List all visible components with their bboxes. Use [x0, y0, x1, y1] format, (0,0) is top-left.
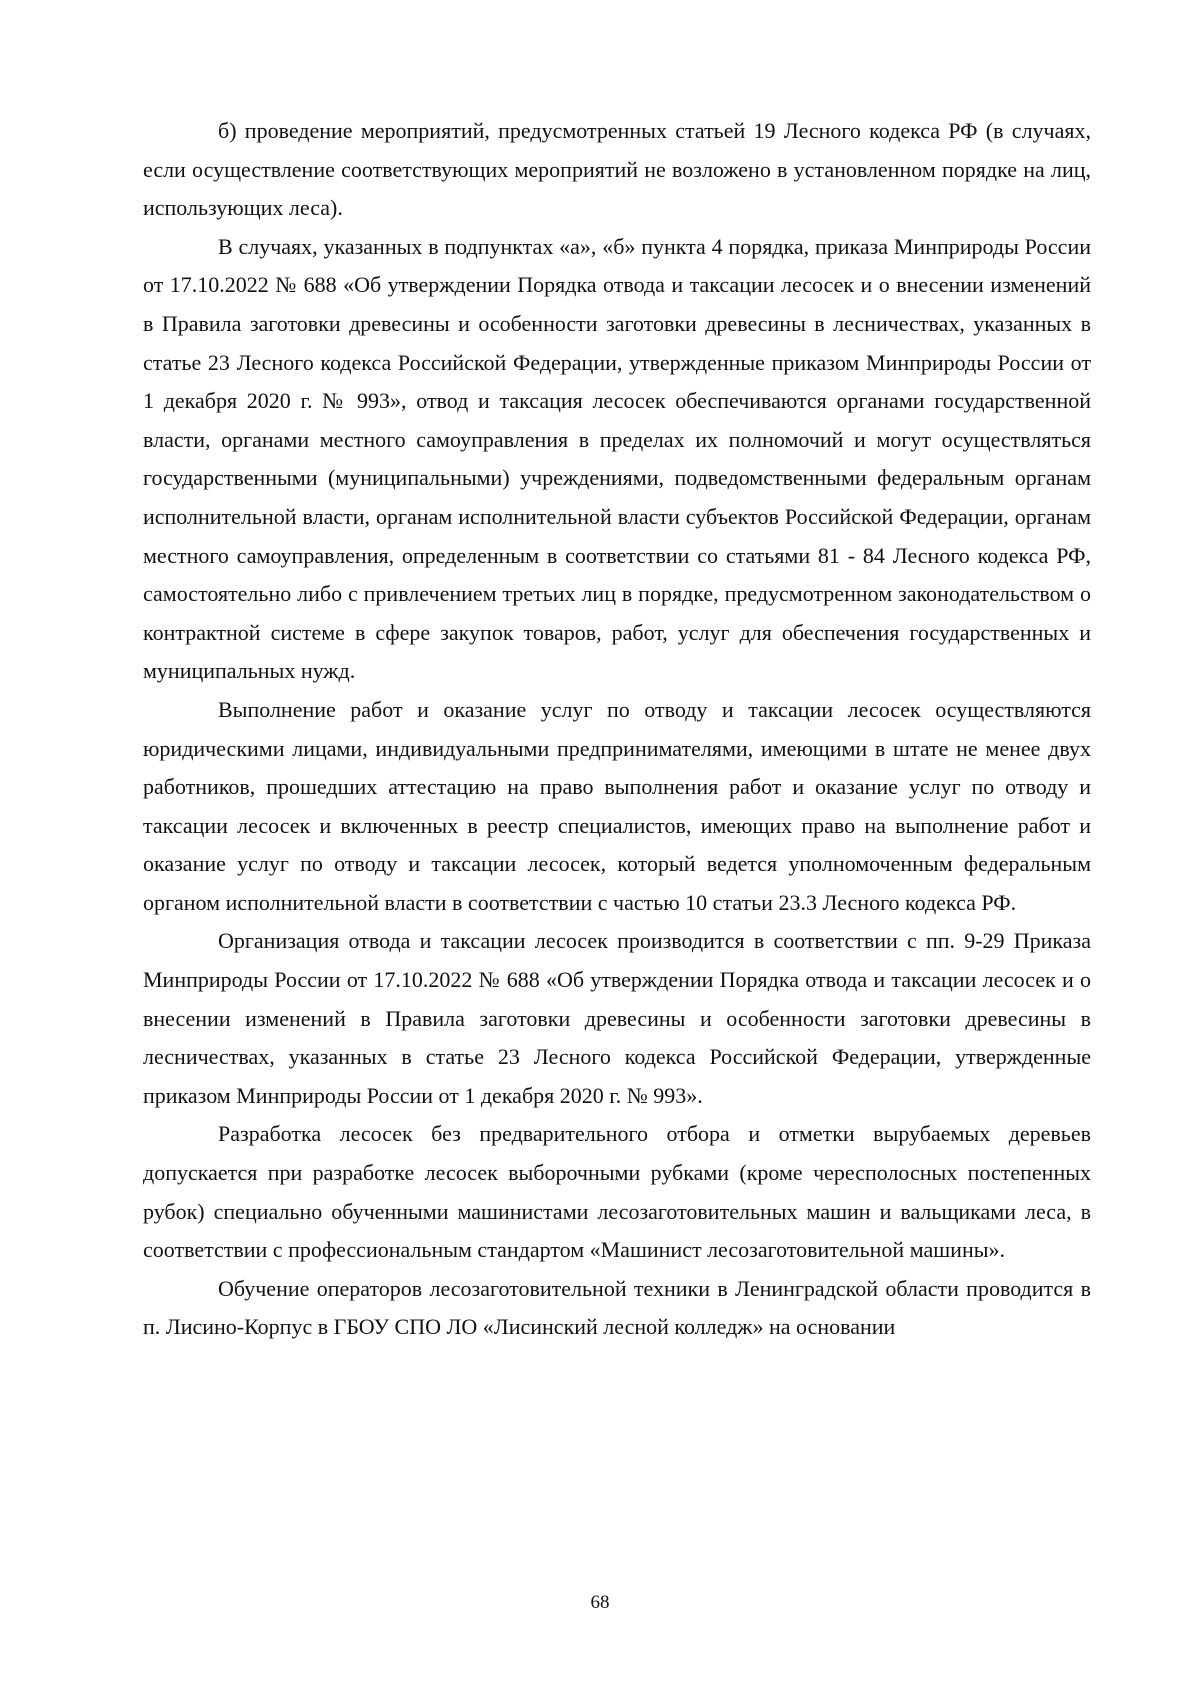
paragraph-3: Выполнение работ и оказание услуг по отводу и таксации лесосек осуществляются юридическими лицами, индивидуальными предпринимателями, имеющими в штате не менее двух работников, прошедших аттестацию на право выполнения работ и оказание услуг по отводу и таксации лесосек и включенных в реестр специалистов, имеющих право на выполнение работ и оказание услуг по отводу и таксации лесосек, который ведется уполномоченным федеральным органом исполнительной власти в соответствии с частью 10 статьи 23.3 Лесного кодекса РФ.	[143, 696, 1091, 915]
body-text	[143, 112, 1091, 1347]
paragraph-6: Обучение операторов лесозаготовительной техники в Ленинградской области проводится в п. Лисино-Корпус в ГБОУ СПО ЛО «Лисинский лесной колледж» на основании	[143, 1275, 1091, 1340]
page-number: 68	[590, 1592, 610, 1613]
paragraph-5: Разработка лесосек без предварительного отбора и отметки вырубаемых деревьев допускается при разработке лесосек выборочными рубками (кроме чересполосных постепенных рубок) специально обученными машинистами лесозаготовительных машин и вальщиками леса, в соответствии с профессиональным стандартом «Машинист лесозаготовительной машины».	[143, 1121, 1091, 1263]
paragraph-1: б) проведение мероприятий, предусмотренных статьей 19 Лесного кодекса РФ (в случаях, если осуществление соответствующих мероприятий не возложено в установленном порядке на лиц, использующих леса).	[143, 118, 1091, 221]
paragraph-4: Организация отвода и таксации лесосек производится в соответствии с пп. 9-29 Приказа Минприроды России от 17.10.2022 № 688 «Об утверждении Порядка отвода и таксации лесосек и о внесении изменений в Правила заготовки древесины и особенности заготовки древесины в лесничествах, указанных в статье 23 Лесного кодекса Российской Федерации, утвержденные приказом Минприроды России от 1 декабря 2020 г. № 993».	[143, 928, 1091, 1108]
paragraph-2: В случаях, указанных в подпунктах «а», «б» пункта 4 порядка, приказа Минприроды России от 17.10.2022 № 688 «Об утверждении Порядка отвода и таксации лесосек и о внесении изменений в Правила заготовки древесины и особенности заготовки древесины в лесничествах, указанных в статье 23 Лесного кодекса Российской Федерации, утвержденные приказом Минприроды России от 1 декабря 2020 г. № 993», отвод и таксация лесосек обеспечиваются органами государственной власти, органами местного самоуправления в пределах их полномочий и могут осуществляться государственными (муниципальными) учреждениями, подведомственными федеральным органам исполнительной власти, органам исполнительной власти субъектов Российской Федерации, органам местного самоуправления, определенным в соответствии со статьями 81 - 84 Лесного кодекса РФ, самостоятельно либо с привлечением третьих лиц в порядке, предусмотренном законодательством о контрактной системе в сфере закупок товаров, работ, услуг для обеспечения государственных и муниципальных нужд.	[143, 233, 1091, 684]
